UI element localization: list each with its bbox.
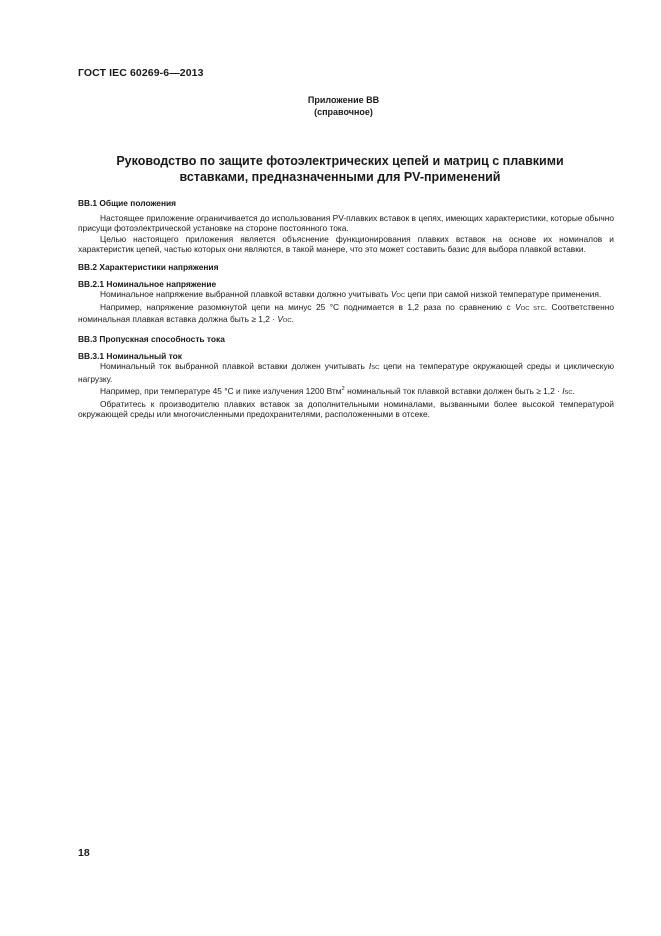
standard-header: ГОСТ IEC 60269-6—2013 <box>78 67 204 79</box>
annex-type: (справочное) <box>314 107 373 117</box>
paragraph-bb3-3: Обратитесь к производителю плавких вставок за дополнительными номиналами, вызванными более высокой температурой окружающей среды или многочисленными предохранителями, расположенными в отсеке. <box>78 398 614 420</box>
document-title: Руководство по защите фотоэлектрических цепей и матриц с плавкими вставками, предназначенными для PV-применений <box>116 154 564 184</box>
section-heading-bb2: ВВ.2 Характеристики напряжения <box>78 261 219 272</box>
paragraph-bb3-2: Например, при температуре 45 °С и пике излучения 1200 Втм$^2$ номинальный ток плавкой вставки должен быть ≥ 1,2 · ISC. <box>100 386 575 397</box>
section-heading-bb3: ВВ.3 Пропускная способность тока <box>78 333 225 344</box>
paragraph-bb2-1: Номинальное напряжение выбранной плавкой вставки должно учитывать VOC цепи при самой низкой температуре применения. <box>100 289 602 300</box>
subsection-heading-bb2-1: ВВ.2.1 Номинальное напряжение <box>78 278 217 289</box>
paragraph-bb1-2: Целью настоящего приложения является объяснение функционирования плавких вставок на основе их номиналов и характеристик цепей, частью которых они являются, в такой манере, что это может составить базис для выбора плавкой вставки. <box>78 233 614 255</box>
annex-title: Приложение ВВ <box>307 95 380 105</box>
section-heading-bb1: ВВ.1 Общие положения <box>78 198 177 208</box>
document-body <box>78 198 614 420</box>
paragraph-bb3-1: Номинальный ток выбранной плавкой вставки должен учитывать ISC цепи на температуре окружающей среды и циклическую нагрузку. <box>78 361 614 384</box>
subsection-heading-bb3-1: ВВ.3.1 Номинальный ток <box>78 350 182 361</box>
page-number: 18 <box>78 847 90 859</box>
annex-label <box>0 94 661 118</box>
paragraph-bb1-1: Настоящее приложение ограничивается до использования PV-плавких вставок в цепях, имеющих характеристики, которые обычно присущи фотоэлектрической установке на стороне постоянного тока. <box>78 212 614 234</box>
paragraph-bb2-2: Например, напряжение разомкнутой цепи на минус 25 °С поднимается в 1,2 раза по сравнению с VOC STC. Соответственно номинальная плавкая вставка должна быть ≥ 1,2 · VOC. <box>78 301 614 325</box>
